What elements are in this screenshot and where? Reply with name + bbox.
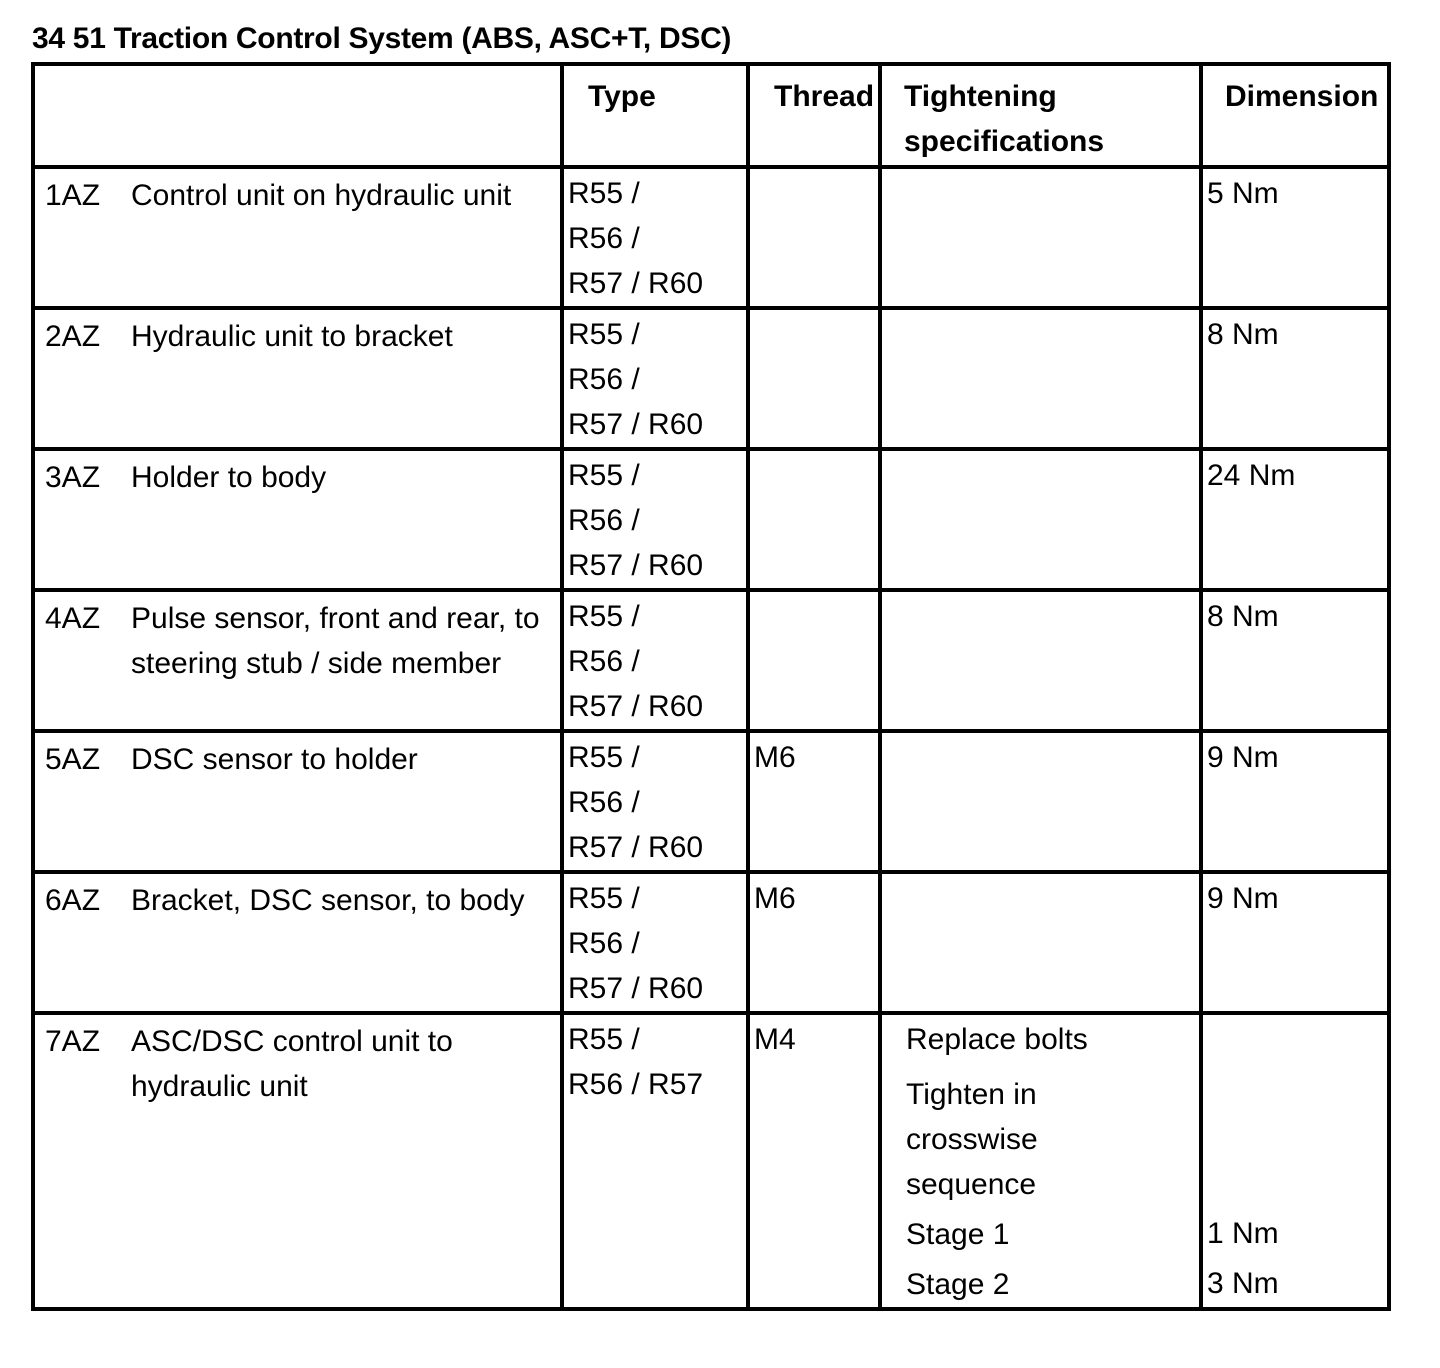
- type-line: R55 /: [568, 318, 640, 351]
- item-cell: [33, 1013, 562, 1309]
- header-type: Type: [562, 64, 748, 167]
- dimension-cell: [1201, 1013, 1389, 1309]
- type-line: R57 / R60: [568, 408, 704, 441]
- item-description: Pulse sensor, front and rear, to steering stub / side member: [131, 602, 540, 680]
- item-position: 1AZ: [45, 179, 101, 212]
- thread-cell: [748, 449, 880, 590]
- type-line: R55 /: [568, 1023, 640, 1056]
- dimension-cell: 8 Nm: [1201, 590, 1389, 731]
- item-cell: [33, 167, 562, 308]
- type-cell: [562, 167, 748, 308]
- tightening-cell: [880, 167, 1201, 308]
- type-cell: [562, 731, 748, 872]
- type-line: R55 /: [568, 177, 640, 210]
- type-cell: [562, 1013, 748, 1309]
- tightening-replace-bolts: Replace bolts: [906, 1023, 1088, 1056]
- type-cell: [562, 308, 748, 449]
- type-line: R55 /: [568, 741, 640, 774]
- item-cell: [33, 308, 562, 449]
- header-dimension: Dimension: [1201, 64, 1389, 167]
- item-cell: [33, 449, 562, 590]
- item-position: 7AZ: [45, 1025, 101, 1058]
- tightening-stage-1: Stage 1: [906, 1218, 1010, 1251]
- dimension-stage-1: 1 Nm: [1207, 1217, 1279, 1250]
- item-cell: [33, 731, 562, 872]
- item-description: ASC/DSC control unit to hydraulic unit: [131, 1025, 453, 1103]
- table-header-row: [33, 64, 1389, 167]
- type-line: R56 /: [568, 645, 640, 678]
- tightening-cell: [880, 308, 1201, 449]
- type-line: R57 / R60: [568, 972, 704, 1005]
- table-row: [33, 1013, 1389, 1309]
- type-line: R56 /: [568, 786, 640, 819]
- thread-cell: [748, 590, 880, 731]
- item-position: 2AZ: [45, 320, 101, 353]
- torque-spec-table: [31, 62, 1391, 1311]
- thread-cell: M6: [748, 731, 880, 872]
- header-item: [33, 64, 562, 167]
- table-row: [33, 731, 1389, 872]
- tightening-cell: [880, 872, 1201, 1013]
- thread-cell: [748, 167, 880, 308]
- tightening-cell: [880, 590, 1201, 731]
- type-cell: [562, 872, 748, 1013]
- type-line: R55 /: [568, 459, 640, 492]
- table-row: [33, 590, 1389, 731]
- item-description: Hydraulic unit to bracket: [131, 320, 453, 353]
- tightening-cell: [880, 731, 1201, 872]
- type-line: R56 /: [568, 504, 640, 537]
- type-line: R57 / R60: [568, 690, 704, 723]
- item-cell: [33, 872, 562, 1013]
- dimension-cell: 5 Nm: [1201, 167, 1389, 308]
- type-line: R57 / R60: [568, 549, 704, 582]
- tightening-stage-2: Stage 2: [906, 1268, 1010, 1301]
- tightening-cell: [880, 449, 1201, 590]
- type-line: R55 /: [568, 882, 640, 915]
- item-position: 6AZ: [45, 884, 101, 917]
- dimension-cell: 8 Nm: [1201, 308, 1389, 449]
- thread-cell: M6: [748, 872, 880, 1013]
- item-description: Control unit on hydraulic unit: [131, 179, 512, 212]
- type-line: R56 /: [568, 927, 640, 960]
- type-line: R56 /: [568, 363, 640, 396]
- type-cell: [562, 449, 748, 590]
- dimension-stage-2: 3 Nm: [1207, 1267, 1279, 1300]
- thread-cell: [748, 308, 880, 449]
- table-row: [33, 308, 1389, 449]
- item-position: 3AZ: [45, 461, 101, 494]
- type-line: R57 / R60: [568, 267, 704, 300]
- header-thread: Thread: [748, 64, 880, 167]
- item-description: Holder to body: [131, 461, 327, 494]
- item-description: Bracket, DSC sensor, to body: [131, 884, 525, 917]
- dimension-cell: 24 Nm: [1201, 449, 1389, 590]
- table-row: [33, 167, 1389, 308]
- thread-cell: M4: [748, 1013, 880, 1309]
- document-title: 34 51 Traction Control System (ABS, ASC+T, DSC): [32, 22, 732, 55]
- type-line: R56 /: [568, 222, 640, 255]
- type-cell: [562, 590, 748, 731]
- type-line: R56 / R57: [568, 1068, 704, 1101]
- header-tightening: Tightening specifications: [880, 64, 1201, 167]
- item-cell: [33, 590, 562, 731]
- item-position: 5AZ: [45, 743, 101, 776]
- type-line: R57 / R60: [568, 831, 704, 864]
- dimension-cell: 9 Nm: [1201, 731, 1389, 872]
- tightening-sequence-note: Tighten in crosswise sequence: [906, 1078, 1038, 1201]
- item-description: DSC sensor to holder: [131, 743, 418, 776]
- table-row: [33, 449, 1389, 590]
- item-position: 4AZ: [45, 602, 101, 635]
- table-row: [33, 872, 1389, 1013]
- dimension-cell: 9 Nm: [1201, 872, 1389, 1013]
- tightening-cell: [880, 1013, 1201, 1309]
- type-line: R55 /: [568, 600, 640, 633]
